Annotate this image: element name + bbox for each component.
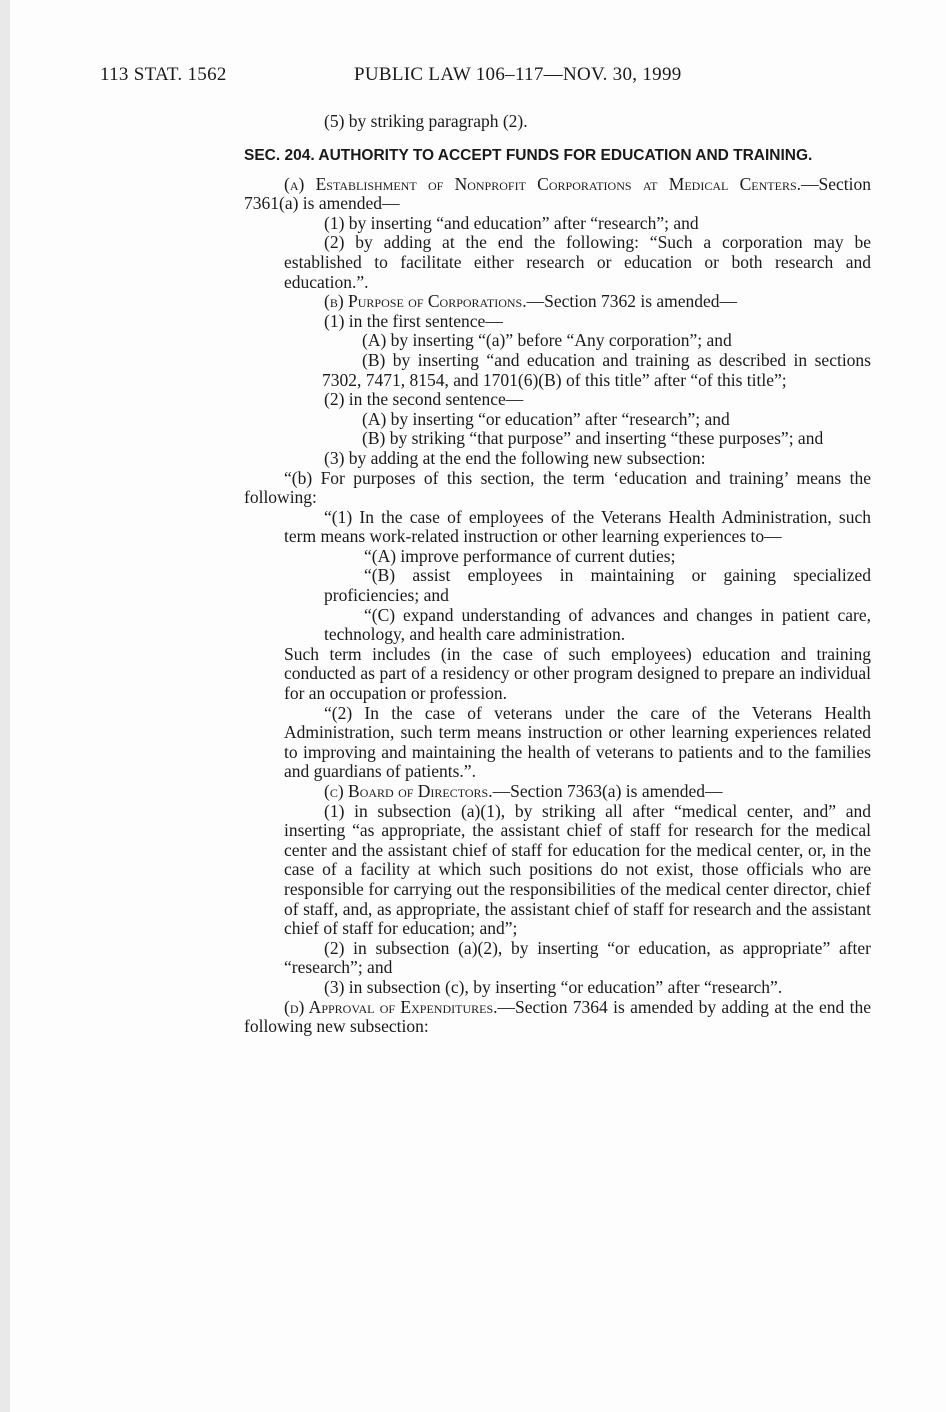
quoted-subsection-b: “(b) For purposes of this section, the term ‘education and training’ means the following: [244,467,871,508]
subsection-a-heading: (a) Establishment of Nonprofit Corporations at Medical Centers. [284,173,801,194]
subsection-d-heading: (d) Approval of Expenditures. [284,996,498,1017]
subsection-b-item-2B: (B) by striking “that purpose” and inserting “these purposes”; and [362,428,824,449]
law-citation: PUBLIC LAW 106–117—NOV. 30, 1999 [354,64,682,85]
subsection-a [244,175,871,214]
quoted-item-C: “(C) expand understanding of advances and changes in patient care, technology, and health care administration. [324,604,871,645]
subsection-b-text: —Section 7362 is amended— [526,291,738,312]
subsection-a-item-1: (1) by inserting “and education” after “research”; and [324,212,699,233]
subsection-c [244,782,871,802]
subsection-b-heading: (b) Purpose of Corporations. [324,291,527,312]
quoted-item-A: “(A) improve performance of current duties; [364,545,676,566]
scan-edge [0,0,10,1412]
quoted-paragraph-1-continuation: Such term includes (in the case of such employees) education and training conducted as part of a residency or other program designed to prepare an individual for an occupation or profession. [284,643,871,704]
subsection-c-item-2: (2) in subsection (a)(2), by inserting “or education, as appropriate” after “research”; and [284,937,871,978]
subsection-b [244,292,871,312]
subsection-a-item-2: (2) by adding at the end the following: “Such a corporation may be established to facilitate either research or education or both research and education.”. [284,232,871,292]
subsection-b-item-3: (3) by adding at the end the following new subsection: [324,447,706,468]
subsection-b-item-2: (2) in the second sentence— [324,389,524,410]
subsection-b-item-2A: (A) by inserting “or education” after “research”; and [362,408,730,429]
paragraph-5: (5) by striking paragraph (2). [324,111,528,131]
subsection-c-heading: (c) Board of Directors. [324,781,493,801]
quoted-paragraph-2: “(2) In the case of veterans under the care of the Veterans Health Administration, such term means instruction or other learning experiences related to improving and maintaining the health of veterans to patients and to the families and guardians of patients.”. [284,702,871,782]
subsection-d-text: —Section 7364 is amended by adding at the end the following new subsection: [244,996,871,1037]
quoted-paragraph-1: “(1) In the case of employees of the Veterans Health Administration, such term means work-related instruction or other learning experiences to— [284,506,871,547]
subsection-c-text: —Section 7363(a) is amended— [492,781,723,801]
subsection-d [244,998,871,1037]
subsection-b-item-1: (1) in the first sentence— [324,310,503,331]
subsection-a-text: —Section 7361(a) is amended— [244,173,871,214]
subsection-b-item-1B: (B) by inserting “and education and training as described in sections 7302, 7471, 8154, and 1701(6)(B) of this title” after “of this title”; [322,349,871,390]
document-body [244,112,871,1037]
subsection-c-item-1: (1) in subsection (a)(1), by striking all after “medical center, and” and inserting “as appropriate, the assistant chief of staff for research for the medical center and the assistant chief of staff for education for the medical center, or, in the case of a facility at which such positions do not exist, those officials who are responsible for carrying out the responsibilities of the medical center director, chief of staff, and, as appropriate, the assistant chief of staff for research and the assistant chief of staff for education; and”; [284,800,871,939]
subsection-b-item-1A: (A) by inserting “(a)” before “Any corporation”; and [362,330,732,351]
page-citation: 113 STAT. 1562 [100,64,227,85]
quoted-item-B: “(B) assist employees in maintaining or gaining specialized proficiencies; and [324,565,871,606]
section-heading: SEC. 204. AUTHORITY TO ACCEPT FUNDS FOR EDUCATION AND TRAINING. [244,146,813,164]
subsection-c-item-3: (3) in subsection (c), by inserting “or education” after “research”. [324,976,783,997]
